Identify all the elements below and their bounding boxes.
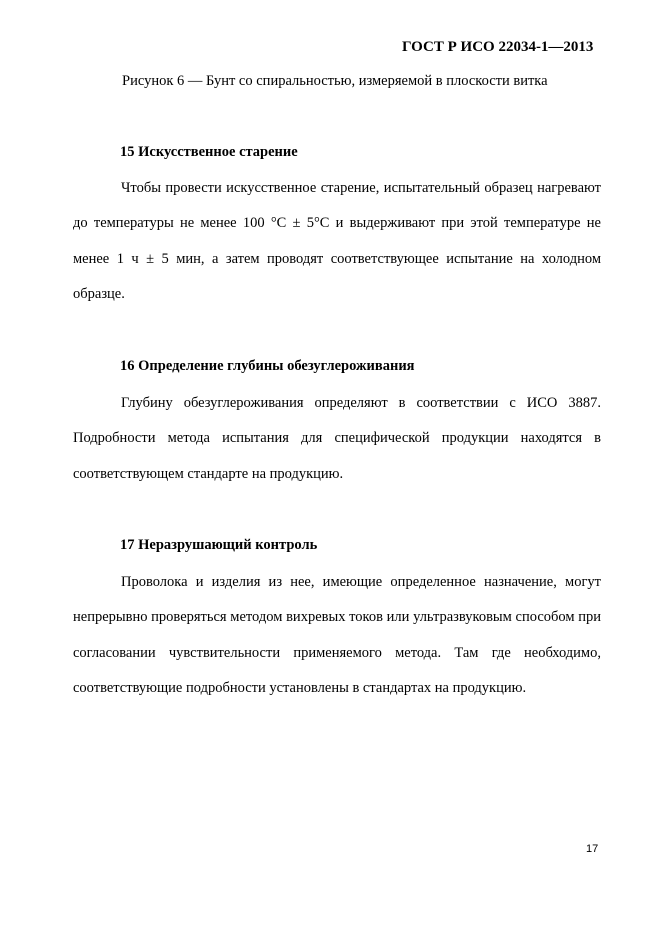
page-number: 17 — [586, 843, 599, 855]
section-15-heading: 15 Искусственное старение — [120, 144, 298, 160]
document-header: ГОСТ Р ИСО 22034-1—2013 — [402, 39, 594, 55]
section-16-heading: 16 Определение глубины обезуглероживания — [120, 358, 415, 374]
section-17-heading: 17 Неразрушающий контроль — [120, 537, 318, 553]
section-17-paragraph: Проволока и изделия из нее, имеющие определенное назначение, могут непрерывно проверяться методом вихревых токов или ультразвуковым способом при согласовании чувствительности применяемого метода. Там где необходимо, соответствующие подробности установлены в стандартах на продукцию. — [73, 574, 601, 696]
figure-caption: Рисунок 6 — Бунт со спиральностью, измеряемой в плоскости витка — [122, 73, 548, 89]
section-16-paragraph: Глубину обезуглероживания определяют в соответствии с ИСО 3887. Подробности метода испытания для специфической продукции находятся в соответствующем стандарте на продукцию. — [73, 395, 601, 482]
section-15-paragraph: Чтобы провести искусственное старение, испытательный образец нагревают до температуры не менее 100 °С ± 5°С и выдерживают при этой температуре не менее 1 ч ± 5 мин, а затем проводят соответствующее испытание на холодном образце. — [73, 180, 601, 302]
